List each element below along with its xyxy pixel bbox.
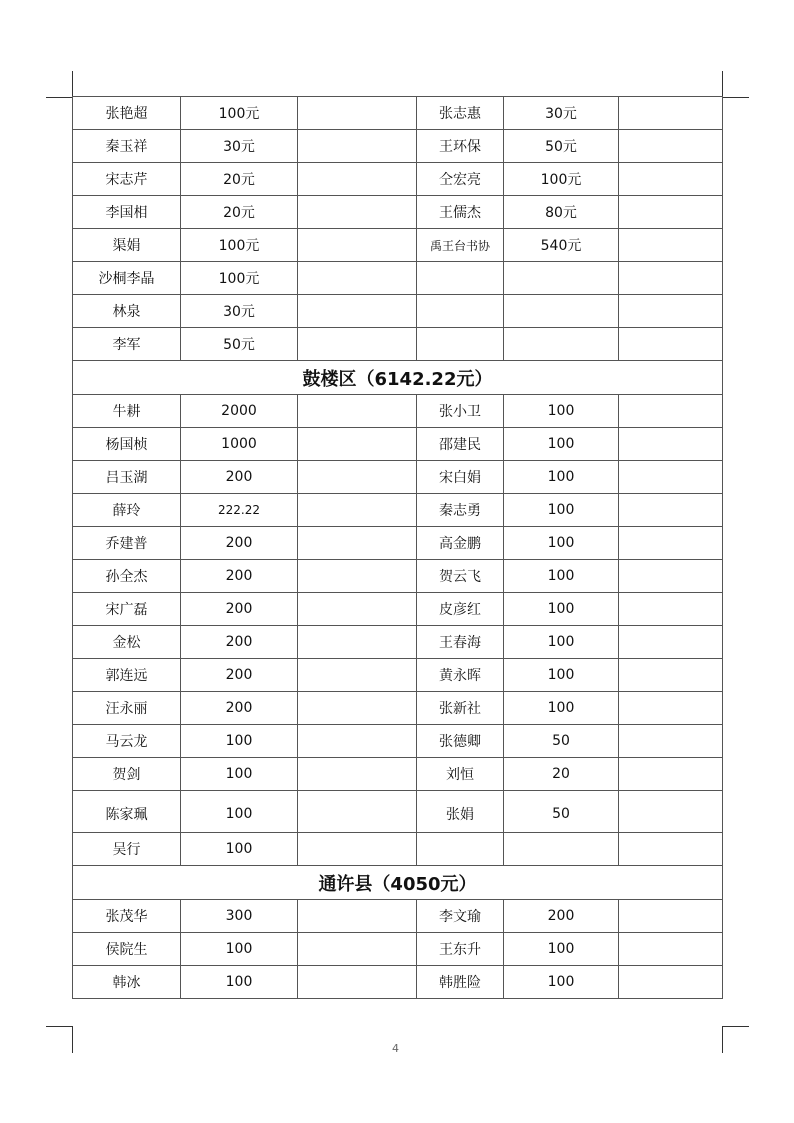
table-row	[73, 933, 723, 966]
note-left	[298, 900, 417, 933]
section-title: 鼓楼区（6142.22元）	[73, 361, 723, 395]
donor-name-right: 王环保	[417, 130, 504, 163]
note-right	[619, 196, 723, 229]
amount-left: 100	[181, 791, 298, 833]
amount-left: 100元	[181, 97, 298, 130]
amount-right: 100	[504, 494, 619, 527]
donor-name-right: 张娟	[417, 791, 504, 833]
crop-mark-top-right	[722, 71, 749, 98]
note-left	[298, 395, 417, 428]
note-right	[619, 229, 723, 262]
amount-right: 30元	[504, 97, 619, 130]
note-right	[619, 163, 723, 196]
donor-name-left: 杨国桢	[73, 428, 181, 461]
note-left	[298, 833, 417, 866]
note-left	[298, 428, 417, 461]
donor-name-left: 牛耕	[73, 395, 181, 428]
donor-name-left: 贺剑	[73, 758, 181, 791]
note-left	[298, 196, 417, 229]
note-right	[619, 461, 723, 494]
amount-right: 100	[504, 966, 619, 999]
amount-left: 200	[181, 560, 298, 593]
note-left	[298, 163, 417, 196]
donor-name-right: 张小卫	[417, 395, 504, 428]
amount-left: 200	[181, 593, 298, 626]
note-right	[619, 97, 723, 130]
amount-right	[504, 262, 619, 295]
note-right	[619, 933, 723, 966]
donor-name-right: 王儒杰	[417, 196, 504, 229]
note-left	[298, 692, 417, 725]
note-right	[619, 692, 723, 725]
table-row	[73, 966, 723, 999]
amount-right: 50元	[504, 130, 619, 163]
amount-right	[504, 833, 619, 866]
note-right	[619, 791, 723, 833]
amount-right: 100	[504, 527, 619, 560]
donor-name-left: 沙桐李晶	[73, 262, 181, 295]
amount-right: 50	[504, 791, 619, 833]
note-left	[298, 97, 417, 130]
note-right	[619, 130, 723, 163]
note-right	[619, 966, 723, 999]
note-right	[619, 593, 723, 626]
donor-name-left: 渠娟	[73, 229, 181, 262]
note-right	[619, 262, 723, 295]
donor-name-left: 吕玉湖	[73, 461, 181, 494]
amount-left: 100	[181, 725, 298, 758]
donor-name-right: 仝宏亮	[417, 163, 504, 196]
amount-right: 100	[504, 461, 619, 494]
table-row	[73, 725, 723, 758]
note-right	[619, 295, 723, 328]
amount-left: 20元	[181, 163, 298, 196]
table-row	[73, 593, 723, 626]
amount-left: 100	[181, 966, 298, 999]
section-header-row	[73, 361, 723, 395]
table-row	[73, 494, 723, 527]
note-left	[298, 791, 417, 833]
table-row	[73, 262, 723, 295]
donor-name-left: 马云龙	[73, 725, 181, 758]
amount-left: 200	[181, 692, 298, 725]
donor-name-left: 李国相	[73, 196, 181, 229]
note-left	[298, 527, 417, 560]
note-right	[619, 725, 723, 758]
table-row	[73, 833, 723, 866]
amount-left: 200	[181, 626, 298, 659]
note-left	[298, 593, 417, 626]
amount-left: 30元	[181, 295, 298, 328]
note-right	[619, 900, 723, 933]
amount-right: 100	[504, 428, 619, 461]
amount-right: 50	[504, 725, 619, 758]
donor-name-right: 李文瑜	[417, 900, 504, 933]
donor-name-right: 张志惠	[417, 97, 504, 130]
donor-name-right: 王东升	[417, 933, 504, 966]
table-row	[73, 328, 723, 361]
donor-name-right: 秦志勇	[417, 494, 504, 527]
amount-left: 222.22	[181, 494, 298, 527]
note-right	[619, 626, 723, 659]
donor-name-right: 刘恒	[417, 758, 504, 791]
donor-name-right: 韩胜险	[417, 966, 504, 999]
note-right	[619, 395, 723, 428]
amount-left: 200	[181, 461, 298, 494]
note-left	[298, 659, 417, 692]
note-left	[298, 328, 417, 361]
table-row	[73, 692, 723, 725]
table-row	[73, 97, 723, 130]
donor-name-left: 韩冰	[73, 966, 181, 999]
donor-name-left: 秦玉祥	[73, 130, 181, 163]
amount-right: 100	[504, 593, 619, 626]
note-left	[298, 966, 417, 999]
note-left	[298, 725, 417, 758]
note-left	[298, 295, 417, 328]
amount-left: 300	[181, 900, 298, 933]
table-row	[73, 295, 723, 328]
note-left	[298, 758, 417, 791]
page-number: 4	[392, 1042, 399, 1055]
note-right	[619, 527, 723, 560]
donor-name-right: 皮彦红	[417, 593, 504, 626]
donor-name-right: 高金鹏	[417, 527, 504, 560]
section-title: 通许县（4050元）	[73, 866, 723, 900]
amount-right: 540元	[504, 229, 619, 262]
crop-mark-bottom-right	[722, 1026, 749, 1053]
amount-right: 20	[504, 758, 619, 791]
amount-left: 50元	[181, 328, 298, 361]
table-row	[73, 196, 723, 229]
donor-name-left: 孙全杰	[73, 560, 181, 593]
amount-right: 100	[504, 395, 619, 428]
donor-name-left: 陈家珮	[73, 791, 181, 833]
amount-right: 100	[504, 560, 619, 593]
section-header-row	[73, 866, 723, 900]
donation-table	[72, 96, 723, 999]
donor-name-left: 林泉	[73, 295, 181, 328]
amount-left: 100	[181, 933, 298, 966]
table-row	[73, 130, 723, 163]
note-left	[298, 626, 417, 659]
note-right	[619, 494, 723, 527]
donor-name-left: 张艳超	[73, 97, 181, 130]
note-right	[619, 758, 723, 791]
table-row	[73, 395, 723, 428]
amount-left: 100元	[181, 229, 298, 262]
crop-mark-top-left	[46, 71, 73, 98]
donor-name-left: 吴行	[73, 833, 181, 866]
amount-left: 100元	[181, 262, 298, 295]
donor-name-right	[417, 262, 504, 295]
amount-right: 100	[504, 933, 619, 966]
donor-name-right	[417, 833, 504, 866]
donor-name-left: 薛玲	[73, 494, 181, 527]
amount-right: 80元	[504, 196, 619, 229]
table-row	[73, 163, 723, 196]
amount-right	[504, 328, 619, 361]
donor-name-left: 宋志芹	[73, 163, 181, 196]
donor-name-left: 乔建普	[73, 527, 181, 560]
donor-name-right	[417, 328, 504, 361]
table-row	[73, 428, 723, 461]
note-right	[619, 428, 723, 461]
donor-name-right: 王春海	[417, 626, 504, 659]
table-row	[73, 527, 723, 560]
table-row	[73, 900, 723, 933]
amount-left: 200	[181, 527, 298, 560]
note-left	[298, 229, 417, 262]
amount-left: 200	[181, 659, 298, 692]
donor-name-right: 宋白娟	[417, 461, 504, 494]
donor-name-left: 郭连远	[73, 659, 181, 692]
table-row	[73, 791, 723, 833]
amount-left: 100	[181, 833, 298, 866]
table-row	[73, 229, 723, 262]
amount-left: 30元	[181, 130, 298, 163]
table-row	[73, 560, 723, 593]
donor-name-left: 汪永丽	[73, 692, 181, 725]
donor-name-left: 张茂华	[73, 900, 181, 933]
amount-right: 100	[504, 659, 619, 692]
donor-name-right	[417, 295, 504, 328]
amount-right: 200	[504, 900, 619, 933]
amount-right: 100	[504, 692, 619, 725]
donor-name-left: 宋广磊	[73, 593, 181, 626]
note-right	[619, 328, 723, 361]
donor-name-right: 张德卿	[417, 725, 504, 758]
amount-right: 100	[504, 626, 619, 659]
donor-name-left: 金松	[73, 626, 181, 659]
note-left	[298, 494, 417, 527]
donor-name-right: 禹王台书协	[417, 229, 504, 262]
donor-name-left: 李军	[73, 328, 181, 361]
donor-name-right: 张新社	[417, 692, 504, 725]
note-right	[619, 833, 723, 866]
amount-right: 100元	[504, 163, 619, 196]
table-row	[73, 659, 723, 692]
note-right	[619, 560, 723, 593]
note-left	[298, 130, 417, 163]
table-row	[73, 758, 723, 791]
crop-mark-bottom-left	[46, 1026, 73, 1053]
table-row	[73, 626, 723, 659]
amount-left: 1000	[181, 428, 298, 461]
donor-name-right: 贺云飞	[417, 560, 504, 593]
donor-name-right: 邵建民	[417, 428, 504, 461]
note-left	[298, 933, 417, 966]
note-left	[298, 560, 417, 593]
amount-left: 100	[181, 758, 298, 791]
note-left	[298, 461, 417, 494]
amount-left: 2000	[181, 395, 298, 428]
donor-name-right: 黄永晖	[417, 659, 504, 692]
amount-right	[504, 295, 619, 328]
donor-name-left: 侯院生	[73, 933, 181, 966]
note-left	[298, 262, 417, 295]
note-right	[619, 659, 723, 692]
table-row	[73, 461, 723, 494]
amount-left: 20元	[181, 196, 298, 229]
